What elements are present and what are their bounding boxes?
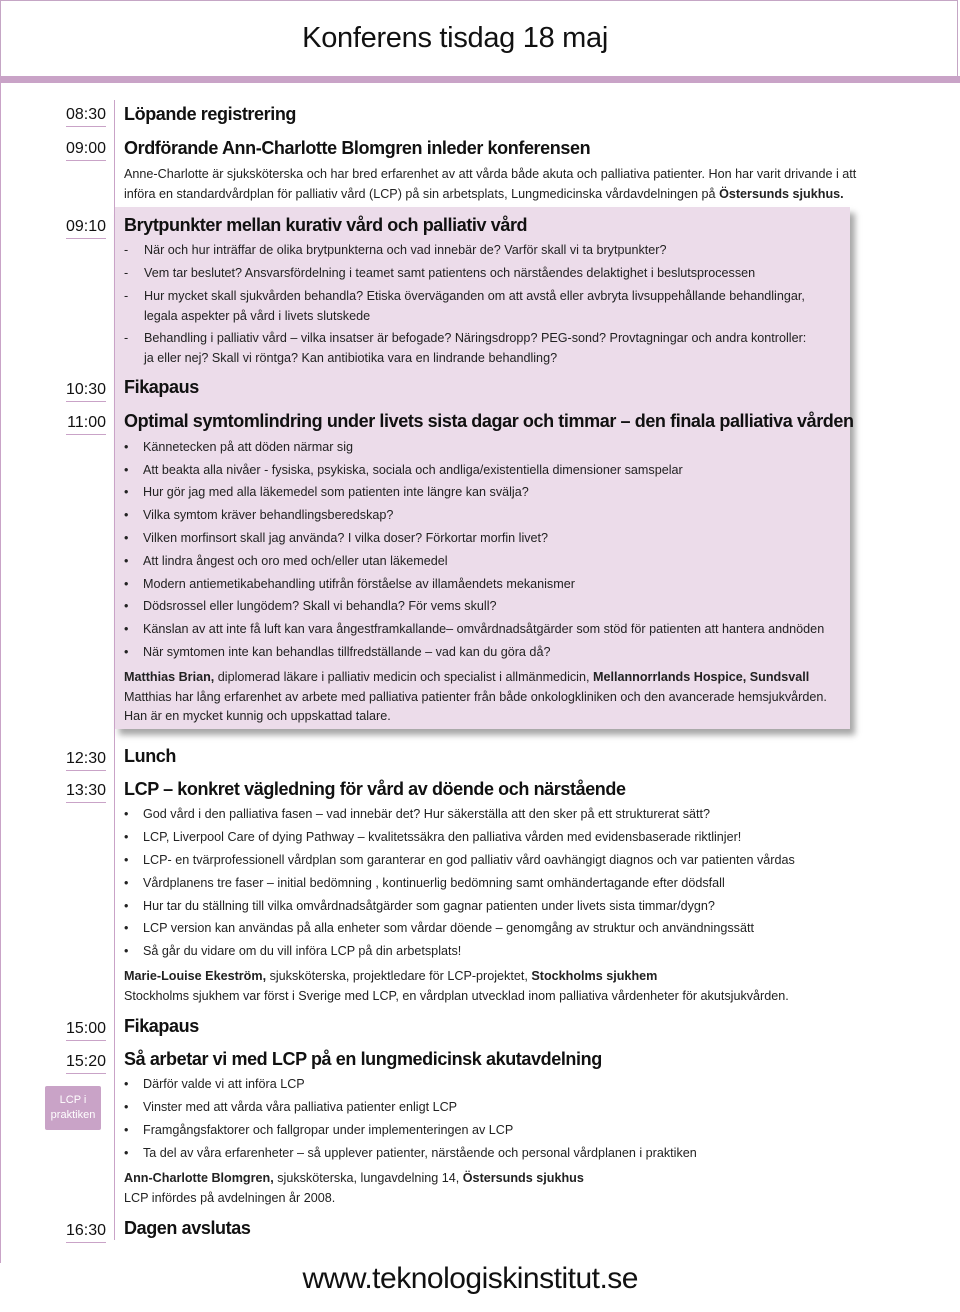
- time-label: 09:10: [40, 218, 106, 236]
- list-item: • LCP, Liverpool Care of dying Pathway – kvalitetssäkra den palliativa vården med evidensbaserade riktlinjer!: [124, 830, 742, 844]
- time-label: 09:00: [40, 140, 106, 158]
- list-item: • När symtomen inte kan behandlas tillfredställande – vad kan du göra då?: [124, 645, 551, 659]
- list-item: • Kännetecken på att döden närmar sig: [124, 440, 354, 454]
- speaker-line: Marie-Louise Ekeström, sjuksköterska, projektledare för LCP-projektet, Stockholms sjukhem: [124, 969, 658, 983]
- session-title: LCP – konkret vägledning för vård av döende och närstående: [124, 779, 626, 799]
- list-item: • Känslan av att inte få luft kan vara ångestframkallande– omvårdnadsåtgärder som stöd för patienten att hantera andnöden: [124, 622, 825, 636]
- session-title: Fikapaus: [124, 377, 199, 397]
- list-item: • Att lindra ångest och oro med och/eller utan läkemedel: [124, 554, 448, 568]
- session-title: Brytpunkter mellan kurativ vård och palliativ vård: [124, 215, 528, 235]
- list-item: • Dödsrossel eller lungödem? Skall vi behandla? För vems skull?: [124, 599, 497, 613]
- speaker-line: Ann-Charlotte Blomgren, sjuksköterska, lungavdelning 14, Östersunds sjukhus: [124, 1171, 584, 1185]
- session-title: Dagen avslutas: [124, 1218, 251, 1238]
- left-border: [0, 83, 1, 1263]
- lcp-badge: LCP i praktiken: [45, 1086, 101, 1130]
- time-label: 15:00: [40, 1020, 106, 1038]
- list-item: • Så går du vidare om du vill införa LCP på din arbetsplats!: [124, 944, 462, 958]
- time-label: 11:00: [40, 414, 106, 432]
- list-item: • LCP version kan användas på alla enheter som vårdar döende – genomgång av struktur och användningssätt: [124, 921, 754, 935]
- list-item: • Hur tar du ställning till vilka omvårdnadsåtgärder som gagnar patienten under livets sista timmar/dygn?: [124, 899, 715, 913]
- time-label: 16:30: [40, 1222, 106, 1240]
- session-title: Optimal symtomlindring under livets sista dagar och timmar – den finala palliativa vården: [124, 411, 854, 431]
- list-item: • Framgångsfaktorer och fallgropar under implementeringen av LCP: [124, 1123, 514, 1137]
- list-item: - När och hur inträffar de olika brytpunkterna och vad innebär de? Varför skall vi ta brytpunkter?: [124, 243, 667, 257]
- list-item: • Modern antiemetikabehandling utifrån förståelse av illamåendets mekanismer: [124, 577, 575, 591]
- page-title: Konferens tisdag 18 maj: [302, 22, 608, 54]
- session-text: Anne-Charlotte är sjuksköterska och har bred erfarenhet av att vårda både akuta och palliativa patienter. Hon har varit drivande i att: [124, 167, 857, 181]
- list-item: • Därför valde vi att införa LCP: [124, 1077, 305, 1091]
- session-title: Fikapaus: [124, 1016, 199, 1036]
- list-item: • Hur gör jag med alla läkemedel som patienten inte längre kan svälja?: [124, 485, 529, 499]
- list-item: • Vinster med att vårda våra palliativa patienter enligt LCP: [124, 1100, 458, 1114]
- speaker-bio: Han är en mycket kunnig och uppskattad talare.: [124, 709, 391, 723]
- list-item: - Vem tar beslutet? Ansvarsfördelning i teamet samt patientens och närståendes delaktighet i beslutsprocessen: [124, 266, 756, 280]
- session-title: Löpande registrering: [124, 104, 297, 124]
- speaker-bio: Stockholms sjukhem var först i Sverige med LCP, en vårdplan utvecklad inom palliativa vårdenheter för akutsjukvården.: [124, 989, 789, 1003]
- list-item: • LCP- en tvärprofessionell vårdplan som garanterar en god palliativ vård oavhängigt diagnos och var patienten vårdas: [124, 853, 795, 867]
- list-item: • God vård i den palliativa fasen – vad innebär det? Hur säkerställa att den sker på ett strukturerat sätt?: [124, 807, 711, 821]
- time-label: 08:30: [40, 106, 106, 124]
- speaker-bio: Matthias har lång erfarenhet av arbete med palliativa patienter från både onkologkliniken och den avancerade hemsjukvården.: [124, 690, 827, 704]
- list-item: • Ta del av våra erfarenheter – så upplever patienter, närstående och personal vårdplanen i praktiken: [124, 1146, 697, 1160]
- list-item: • Vilken morfinsort skall jag använda? I vilka doser? Förkortar morfin livet?: [124, 531, 549, 545]
- speaker-bio: LCP infördes på avdelningen år 2008.: [124, 1191, 336, 1205]
- time-label: 13:30: [40, 782, 106, 800]
- list-item: - Hur mycket skall sjukvården behandla? Etiska överväganden om att avstå eller avbryta livsuppehållande behandlingar, legala aspekter på vård i livets slutskede: [124, 289, 805, 323]
- time-label: 12:30: [40, 750, 106, 768]
- header-rule: [0, 76, 960, 83]
- session-title: Lunch: [124, 746, 176, 766]
- time-label: 15:20: [40, 1053, 106, 1071]
- list-item: • Vårdplanens tre faser – initial bedömning , kontinuerlig bedömning samt omhändertagande efter dödsfall: [124, 876, 725, 890]
- speaker-line: Matthias Brian, diplomerad läkare i palliativ medicin och specialist i allmänmedicin, Mellannorrlands Hospice, Sundsvall: [124, 670, 810, 684]
- session-title: Ordförande Ann-Charlotte Blomgren inleder konferensen: [124, 138, 591, 158]
- session-title: Så arbetar vi med LCP på en lungmedicinsk akutavdelning: [124, 1049, 602, 1069]
- time-label: 10:30: [40, 381, 106, 399]
- list-item: • Vilka symtom kräver behandlingsberedskap?: [124, 508, 394, 522]
- list-item: • Att beakta alla nivåer - fysiska, psykiska, sociala och andliga/existentiella dimensioner samspelar: [124, 463, 683, 477]
- footer-url: www.teknologiskinstitut.se: [302, 1262, 638, 1295]
- session-text: införa en standardvårdplan för palliativ vård (LCP) på sin arbetsplats, Lungmedicinska vårdavdelningen på Östersunds sjukhus.: [124, 187, 844, 201]
- list-item: - Behandling i palliativ vård – vilka insatser är befogade? Näringsdropp? PEG-sond? Provtagningar och andra kontroller: ja eller nej? Skall vi röntga? Kan antibiotika vara en lindrande behandling?: [124, 331, 807, 365]
- time-divider: [114, 100, 115, 1240]
